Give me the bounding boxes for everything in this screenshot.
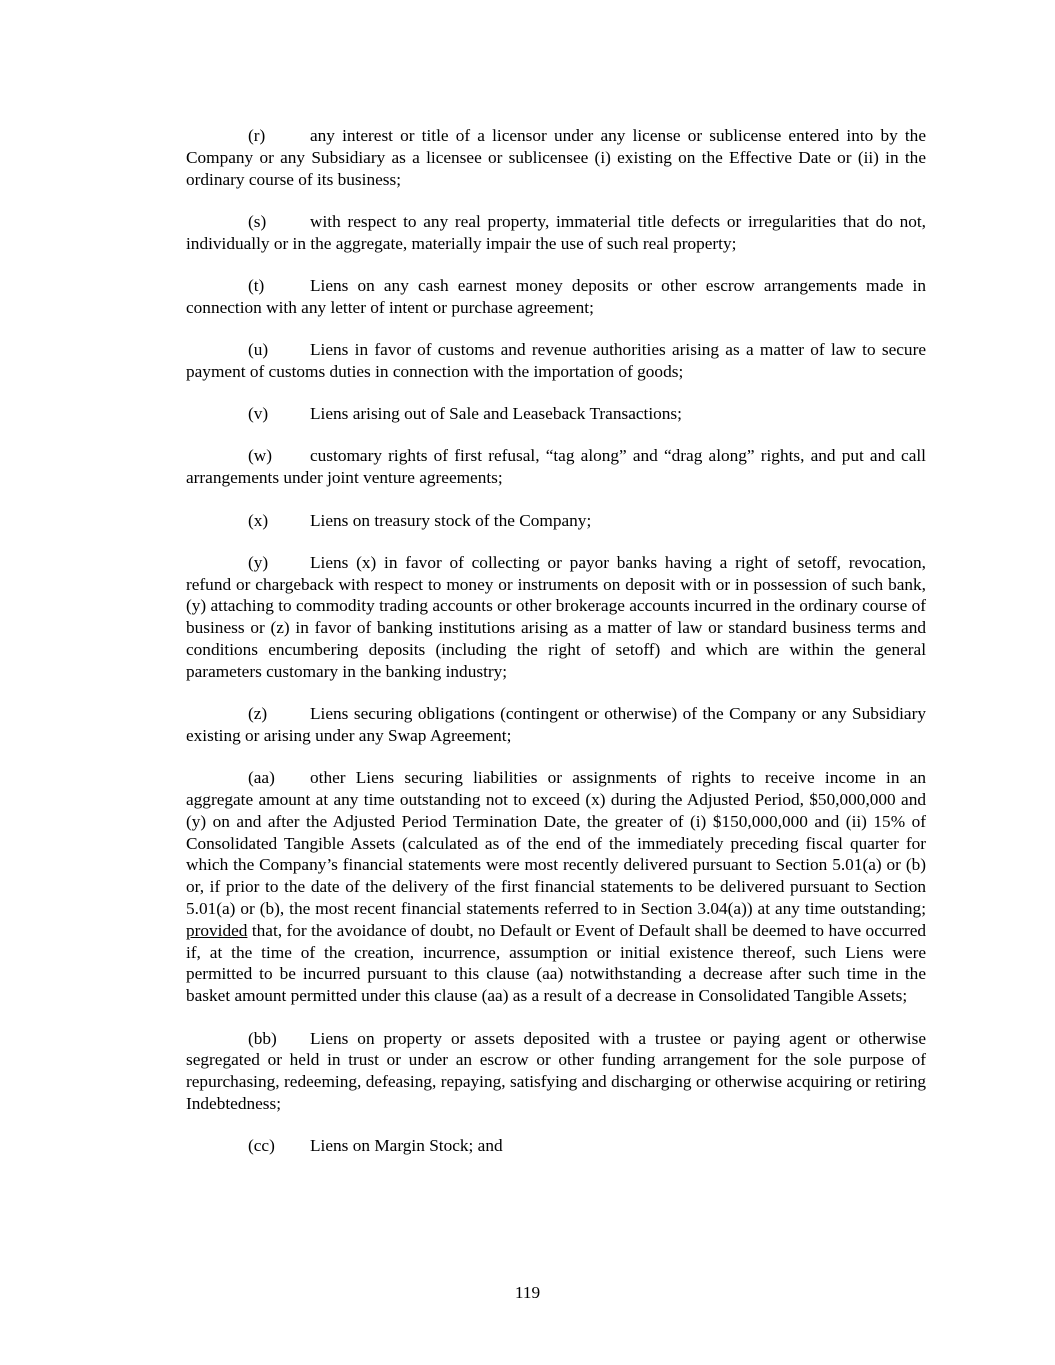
clause-text: with respect to any real property, immaterial title defects or irregularities that do not, individually or in the aggregate, materially impair the use of such real property; bbox=[186, 211, 926, 253]
clause-label: (t) bbox=[248, 275, 265, 295]
clause-text: Liens arising out of Sale and Leaseback Transactions; bbox=[310, 404, 682, 424]
clause-r bbox=[186, 125, 926, 190]
document-body bbox=[186, 125, 926, 1157]
clause-label: (aa) bbox=[248, 768, 275, 788]
clause-label: (y) bbox=[248, 552, 269, 572]
clause-x bbox=[186, 510, 926, 532]
clause-v bbox=[186, 403, 926, 425]
clause-label: (s) bbox=[248, 211, 267, 231]
page-number: 119 bbox=[514, 1283, 541, 1302]
clause-aa bbox=[186, 767, 926, 1007]
clause-text: Liens in favor of customs and revenue authorities arising as a matter of law to secure payment of customs duties in connection with the importation of goods; bbox=[186, 340, 926, 381]
clause-label: (v) bbox=[248, 404, 269, 424]
clause-label: (r) bbox=[248, 126, 266, 145]
clause-label: (w) bbox=[248, 446, 272, 466]
clause-text: any interest or title of a licensor under any license or sublicense entered into by the Company or any Subsidiary as a licensee or sublicensee (i) existing on the Effective Date or (ii) in the ordinary course of its business; bbox=[186, 126, 926, 189]
clause-text: Liens (x) in favor of collecting or payor banks having a right of setoff, revocation, refund or chargeback with respect to money or instruments on deposit with or in possession of such bank, (y) attaching to commodity trading accounts or other brokerage accounts incurred in the ordinary course of business or (z) in favor of banking institutions arising as a matter of law or standard business terms and conditions encumbering deposits (including the right of setoff) and which are within the general parameters customary in the banking industry; bbox=[186, 552, 926, 681]
clause-w bbox=[186, 445, 926, 489]
clause-y bbox=[186, 552, 926, 683]
clause-t bbox=[186, 275, 926, 319]
clause-text: Liens on any cash earnest money deposits or other escrow arrangements made in connection with any letter of intent or purchase agreement; bbox=[186, 275, 926, 317]
clause-z bbox=[186, 703, 926, 747]
clause-text: Liens on treasury stock of the Company; bbox=[310, 510, 592, 530]
clause-s bbox=[186, 211, 926, 255]
clause-label: (u) bbox=[248, 340, 269, 360]
clause-bb bbox=[186, 1028, 926, 1115]
clause-text: Liens on Margin Stock; and bbox=[310, 1136, 503, 1156]
clause-text: Liens securing obligations (contingent or otherwise) of the Company or any Subsidiary existing or arising under any Swap Agreement; bbox=[186, 704, 926, 745]
clause-text-continued: that, for the avoidance of doubt, no Default or Event of Default shall be deemed to have occurred if, at the time of the creation, incurrence, assumption or initial existence thereof, such Liens were permitted to be incurred pursuant to this clause (aa) notwithstanding a decrease after such time in the basket amount permitted under this clause (aa) as a result of a decrease in Consolidated Tangible Assets; bbox=[186, 920, 926, 1006]
clause-label: (bb) bbox=[248, 1028, 277, 1048]
provided-term: provided bbox=[186, 920, 248, 940]
clause-text: customary rights of first refusal, “tag along” and “drag along” rights, and put and call arrangements under joint venture agreements; bbox=[186, 446, 926, 488]
clause-label: (cc) bbox=[248, 1136, 275, 1156]
clause-label: (z) bbox=[248, 704, 268, 724]
clause-label: (x) bbox=[248, 510, 269, 530]
clause-text: Liens on property or assets deposited with a trustee or paying agent or otherwise segregated or held in trust or under an escrow or other funding arrangement for the sole purpose of repurchasing, redeeming, defeasing, repaying, satisfying and discharging or otherwise acquiring or retiring Indebtedness; bbox=[186, 1028, 926, 1113]
clause-u bbox=[186, 339, 926, 383]
clause-cc bbox=[186, 1135, 926, 1157]
clause-text: other Liens securing liabilities or assignments of rights to receive income in an aggregate amount at any time outstanding not to exceed (x) during the Adjusted Period, $50,000,000 and (y) on and after the Adjusted Period Termination Date, the greater of (i) $150,000,000 and (ii) 15% of Consolidated Tangible Assets (calculated as of the end of the immediately preceding fiscal quarter for which the Company’s financial statements were most recently delivered pursuant to Section 5.01(a) or (b) or, if prior to the date of the delivery of the first financial statements to be delivered pursuant to Section 5.01(a) or (b), the most recent financial statements referred to in Section 3.04(a)) at any time outstanding; bbox=[186, 768, 926, 919]
